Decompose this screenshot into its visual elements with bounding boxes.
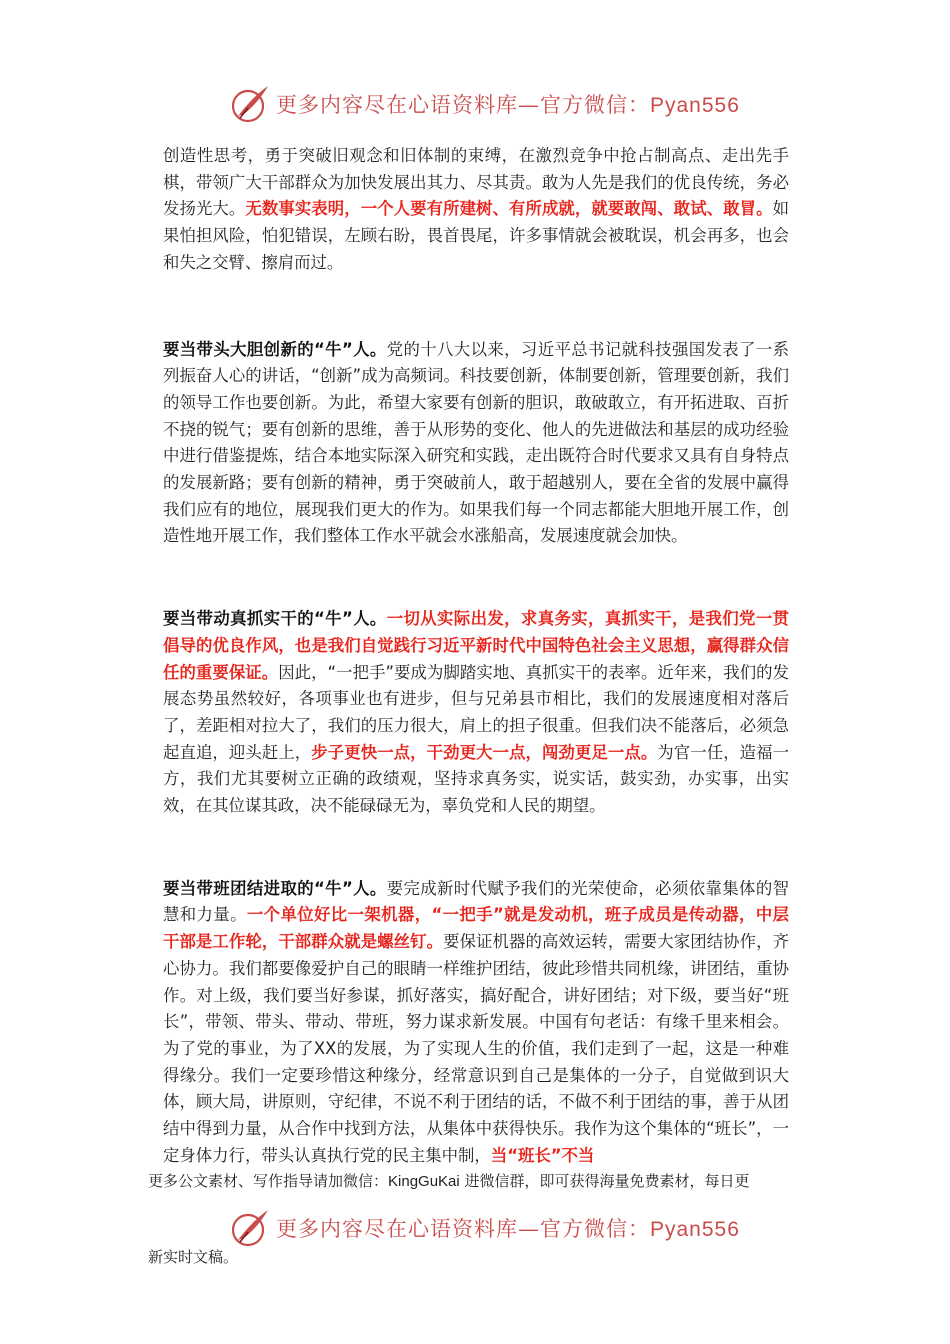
quill-pen-logo-icon: [228, 1206, 272, 1250]
emphasis-text: 一切从实际出发，求真务实，真抓实干，是我们党一贯倡导的优良作风，也是我们自觉践行习近平新时代中国特色社会主义思想，赢得群众信任的重要保证。: [163, 609, 790, 682]
footer-wechat-id: KingGuKai: [388, 1173, 460, 1190]
section-heading: 要当带头大胆创新的“牛”人。: [163, 339, 387, 359]
paragraph-2: 要当带头大胆创新的“牛”人。党的十八大以来，习近平总书记就科技强国发表了一系列振奋人心的讲话，“创新”成为高频词。科技要创新，体制要创新，管理要创新，我们的领导工作也要创新。为此，希望大家要有创新的胆识，敢破敢立，有开拓进取、百折不挠的锐气；要有创新的思维，善于从形势的变化、他人的先进做法和基层的成功经验中进行借鉴提炼，结合本地实际深入研究和实践，走出既符合时代要求又具有自身特点的发展新路；要有创新的精神，勇于突破前人，敢于超越别人，要在全省的发展中赢得我们应有的地位，展现我们更大的作为。如果我们每一个同志都能大胆地开展工作，创造性地开展工作，我们整体工作水平就会水涨船高，发展速度就会加快。: [163, 339, 790, 546]
header-banner: [228, 1206, 788, 1250]
header-text: 更多内容尽在心语资料库—官方微信：Pyan556: [276, 1217, 740, 1241]
header-text: 更多内容尽在心语资料库—官方微信：Pyan556: [276, 93, 740, 117]
emphasis-text: 当“班长”不当: [490, 1145, 595, 1165]
header-wechat-id: Pyan556: [650, 94, 740, 117]
emphasis-text: 无数事实表明，一个人要有所建树、有所成就，就要敢闯、敢试、敢冒。: [245, 199, 773, 219]
section-heading: 要当带动真抓实干的“牛”人。: [163, 609, 387, 629]
quill-pen-logo-icon: [228, 82, 272, 126]
footer-note-tail: 新实时文稿。: [148, 1248, 239, 1266]
section-heading: 要当带班团结进取的“牛”人。: [163, 878, 387, 898]
document-body: [163, 143, 789, 1170]
header-banner: [228, 82, 788, 126]
footer-note: 更多公文素材、写作指导请加微信：KingGuKai 进微信群，即可获得海量免费素材，每日更: [148, 1172, 750, 1190]
paragraph-3: 要当带动真抓实干的“牛”人。一切从实际出发，求真务实，真抓实干，是我们党一贯倡导的优良作风，也是我们自觉践行习近平新时代中国特色社会主义思想，赢得群众信任的重要保证。因此，“一把手”要成为脚踏实地、真抓实干的表率。近年来，我们的发展态势虽然较好，各项事业也有进步，但与兄弟县市相比，我们的发展速度相对落后了，差距相对拉大了，我们的压力很大，肩上的担子很重。但我们决不能落后，必须急起直追，迎头赶上，步子更快一点，干劲更大一点，闯劲更足一点。为官一任，造福一方，我们尤其要树立正确的政绩观，坚持求真务实，说实话，鼓实劲，办实事，出实效，在其位谋其政，决不能碌碌无为，辜负党和人民的期望。: [163, 609, 790, 816]
emphasis-text: 步子更快一点，干劲更大一点，闯劲更足一点。: [311, 742, 658, 762]
emphasis-text: 一个单位好比一架机器，“一把手”就是发动机，班子成员是传动器，中层干部是工作轮，干部群众就是螺丝钉。: [163, 905, 790, 952]
paragraph-1: 创造性思考，勇于突破旧观念和旧体制的束缚，在激烈竞争中抢占制高点、走出先手棋，带领广大干部群众为加快发展出其力、尽其责。敢为人先是我们的优良传统，务必发扬光大。无数事实表明，一个人要有所建树、有所成就，就要敢闯、敢试、敢冒。如果怕担风险，怕犯错误，左顾右盼，畏首畏尾，许多事情就会被耽误，机会再多，也会和失之交臂、擦肩而过。: [163, 146, 790, 272]
header-wechat-id: Pyan556: [650, 1218, 740, 1241]
paragraph-4: 要当带班团结进取的“牛”人。要完成新时代赋予我们的光荣使命，必须依靠集体的智慧和力量。一个单位好比一架机器，“一把手”就是发动机，班子成员是传动器，中层干部是工作轮，干部群众就是螺丝钉。要保证机器的高效运转，需要大家团结协作，齐心协力。我们都要像爱护自己的眼睛一样维护团结，彼此珍惜共同机缘，讲团结，重协作。对上级，我们要当好参谋，抓好落实，搞好配合，讲好团结；对下级，要当好“班长”，带领、带头、带动、带班，努力谋求新发展。中国有句老话：有缘千里来相会。为了党的事业，为了XX的发展，为了实现人生的价值，我们走到了一起，这是一种难得缘分。我们一定要珍惜这种缘分，经常意识到自己是集体的一分子，自觉做到识大体，顾大局，讲原则，守纪律，不说不利于团结的话，不做不利于团结的事，善于从团结中得到力量，从合作中找到方法，从集体中获得快乐。我作为这个集体的“班长”，一定身体力行，带头认真执行党的民主集中制，当“班长”不当: [163, 878, 790, 1165]
